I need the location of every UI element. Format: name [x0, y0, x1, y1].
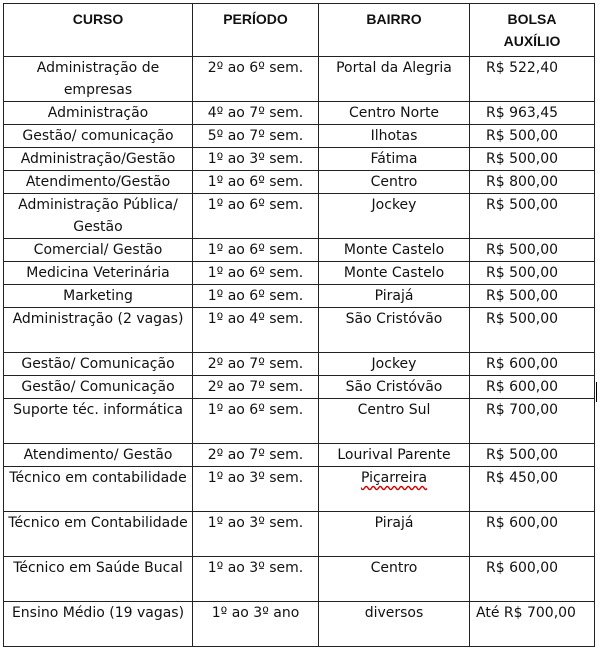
- cell-periodo: 4º ao 7º sem.: [193, 102, 319, 125]
- cell-bolsa: R$ 500,00: [470, 444, 595, 467]
- cell-curso: Gestão/ Comunicação: [4, 353, 193, 376]
- cell-periodo: 1º ao 6º sem.: [193, 194, 319, 239]
- table-header-row: [4, 4, 595, 57]
- cell-periodo: 2º ao 7º sem.: [193, 353, 319, 376]
- cell-bairro: São Cristóvão: [319, 376, 470, 399]
- table-row: [4, 57, 595, 102]
- cell-curso: Técnico em Contabilidade: [4, 512, 193, 557]
- cell-bairro: Centro: [319, 171, 470, 194]
- cell-bairro: Centro Sul: [319, 399, 470, 444]
- cell-bairro: [319, 467, 470, 512]
- cell-bairro: Lourival Parente: [319, 444, 470, 467]
- table-row: [4, 285, 595, 308]
- table-row: [4, 194, 595, 239]
- cell-curso: Atendimento/ Gestão: [4, 444, 193, 467]
- spellcheck-word: Piçarreira: [360, 470, 428, 486]
- cell-bolsa: R$ 500,00: [470, 262, 595, 285]
- cell-bolsa: R$ 500,00: [470, 308, 595, 353]
- cell-curso: Gestão/ comunicação: [4, 125, 193, 148]
- cell-periodo: 1º ao 3º ano: [193, 602, 319, 647]
- cell-curso: Marketing: [4, 285, 193, 308]
- cell-bairro: Monte Castelo: [319, 239, 470, 262]
- header-bairro: BAIRRO: [319, 4, 470, 57]
- cell-curso: Comercial/ Gestão: [4, 239, 193, 262]
- cell-bolsa: R$ 522,40: [470, 57, 595, 102]
- header-periodo: PERÍODO: [193, 4, 319, 57]
- table-row: [4, 308, 595, 353]
- cell-curso: Administração Pública/ Gestão: [4, 194, 193, 239]
- cell-bolsa: R$ 700,00: [470, 399, 595, 444]
- table-row: [4, 239, 595, 262]
- table-row: [4, 512, 595, 557]
- cell-bairro: diversos: [319, 602, 470, 647]
- table-row: [4, 171, 595, 194]
- table-row: [4, 125, 595, 148]
- text-cursor: [596, 382, 597, 402]
- cell-periodo: 2º ao 6º sem.: [193, 57, 319, 102]
- table-row: [4, 399, 595, 444]
- cell-bairro: Jockey: [319, 194, 470, 239]
- cell-bolsa: R$ 600,00: [470, 353, 595, 376]
- cell-bolsa: R$ 500,00: [470, 239, 595, 262]
- cell-bairro: Centro Norte: [319, 102, 470, 125]
- cell-curso: Atendimento/Gestão: [4, 171, 193, 194]
- table-row: [4, 148, 595, 171]
- cell-bolsa: R$ 500,00: [470, 194, 595, 239]
- table-row: [4, 602, 595, 647]
- cell-periodo: 2º ao 7º sem.: [193, 444, 319, 467]
- scholarship-table: [3, 3, 595, 647]
- cell-bairro: Pirajá: [319, 512, 470, 557]
- cell-bairro: Centro: [319, 557, 470, 602]
- cell-periodo: 1º ao 6º sem.: [193, 239, 319, 262]
- cell-bairro: Fátima: [319, 148, 470, 171]
- cell-bolsa: R$ 500,00: [470, 285, 595, 308]
- cell-periodo: 1º ao 4º sem.: [193, 308, 319, 353]
- cell-periodo: 1º ao 6º sem.: [193, 399, 319, 444]
- cell-periodo: 1º ao 3º sem.: [193, 512, 319, 557]
- table-row: [4, 353, 595, 376]
- table-row: [4, 467, 595, 512]
- cell-curso: Administração (2 vagas): [4, 308, 193, 353]
- cell-curso: Gestão/ Comunicação: [4, 376, 193, 399]
- cell-periodo: 1º ao 6º sem.: [193, 262, 319, 285]
- cell-bairro: Portal da Alegria: [319, 57, 470, 102]
- table-row: [4, 102, 595, 125]
- cell-bairro: Ilhotas: [319, 125, 470, 148]
- table-row: [4, 376, 595, 399]
- header-curso: CURSO: [4, 4, 193, 57]
- cell-curso: Suporte téc. informática: [4, 399, 193, 444]
- cell-bairro: Pirajá: [319, 285, 470, 308]
- cell-curso: Medicina Veterinária: [4, 262, 193, 285]
- cell-curso: Administração de empresas: [4, 57, 193, 102]
- header-bolsa-line1: BOLSA: [507, 11, 557, 27]
- cell-curso: Administração: [4, 102, 193, 125]
- header-bolsa-line2: AUXÍLIO: [503, 33, 561, 49]
- cell-periodo: 5º ao 7º sem.: [193, 125, 319, 148]
- cell-curso: Técnico em contabilidade: [4, 467, 193, 512]
- cell-bairro: Jockey: [319, 353, 470, 376]
- cell-bairro: Monte Castelo: [319, 262, 470, 285]
- header-bolsa-auxilio: [470, 4, 595, 57]
- cell-bolsa: R$ 600,00: [470, 557, 595, 602]
- cell-periodo: 1º ao 3º sem.: [193, 467, 319, 512]
- cell-periodo: 1º ao 3º sem.: [193, 557, 319, 602]
- cell-bolsa: R$ 600,00: [470, 512, 595, 557]
- cell-curso: Técnico em Saúde Bucal: [4, 557, 193, 602]
- table-row: [4, 444, 595, 467]
- cell-bolsa: Até R$ 700,00: [470, 602, 595, 647]
- cell-bolsa: R$ 600,00: [470, 376, 595, 399]
- cell-bolsa: R$ 450,00: [470, 467, 595, 512]
- table-row: [4, 262, 595, 285]
- table-row: [4, 557, 595, 602]
- cell-curso: Ensino Médio (19 vagas): [4, 602, 193, 647]
- cell-periodo: 1º ao 3º sem.: [193, 148, 319, 171]
- cell-bolsa: R$ 500,00: [470, 148, 595, 171]
- cell-bolsa: R$ 500,00: [470, 125, 595, 148]
- cell-periodo: 1º ao 6º sem.: [193, 171, 319, 194]
- cell-periodo: 2º ao 7º sem.: [193, 376, 319, 399]
- cell-bolsa: R$ 963,45: [470, 102, 595, 125]
- cell-curso: Administração/Gestão: [4, 148, 193, 171]
- cell-bolsa: R$ 800,00: [470, 171, 595, 194]
- cell-periodo: 1º ao 6º sem.: [193, 285, 319, 308]
- cell-bairro: São Cristóvão: [319, 308, 470, 353]
